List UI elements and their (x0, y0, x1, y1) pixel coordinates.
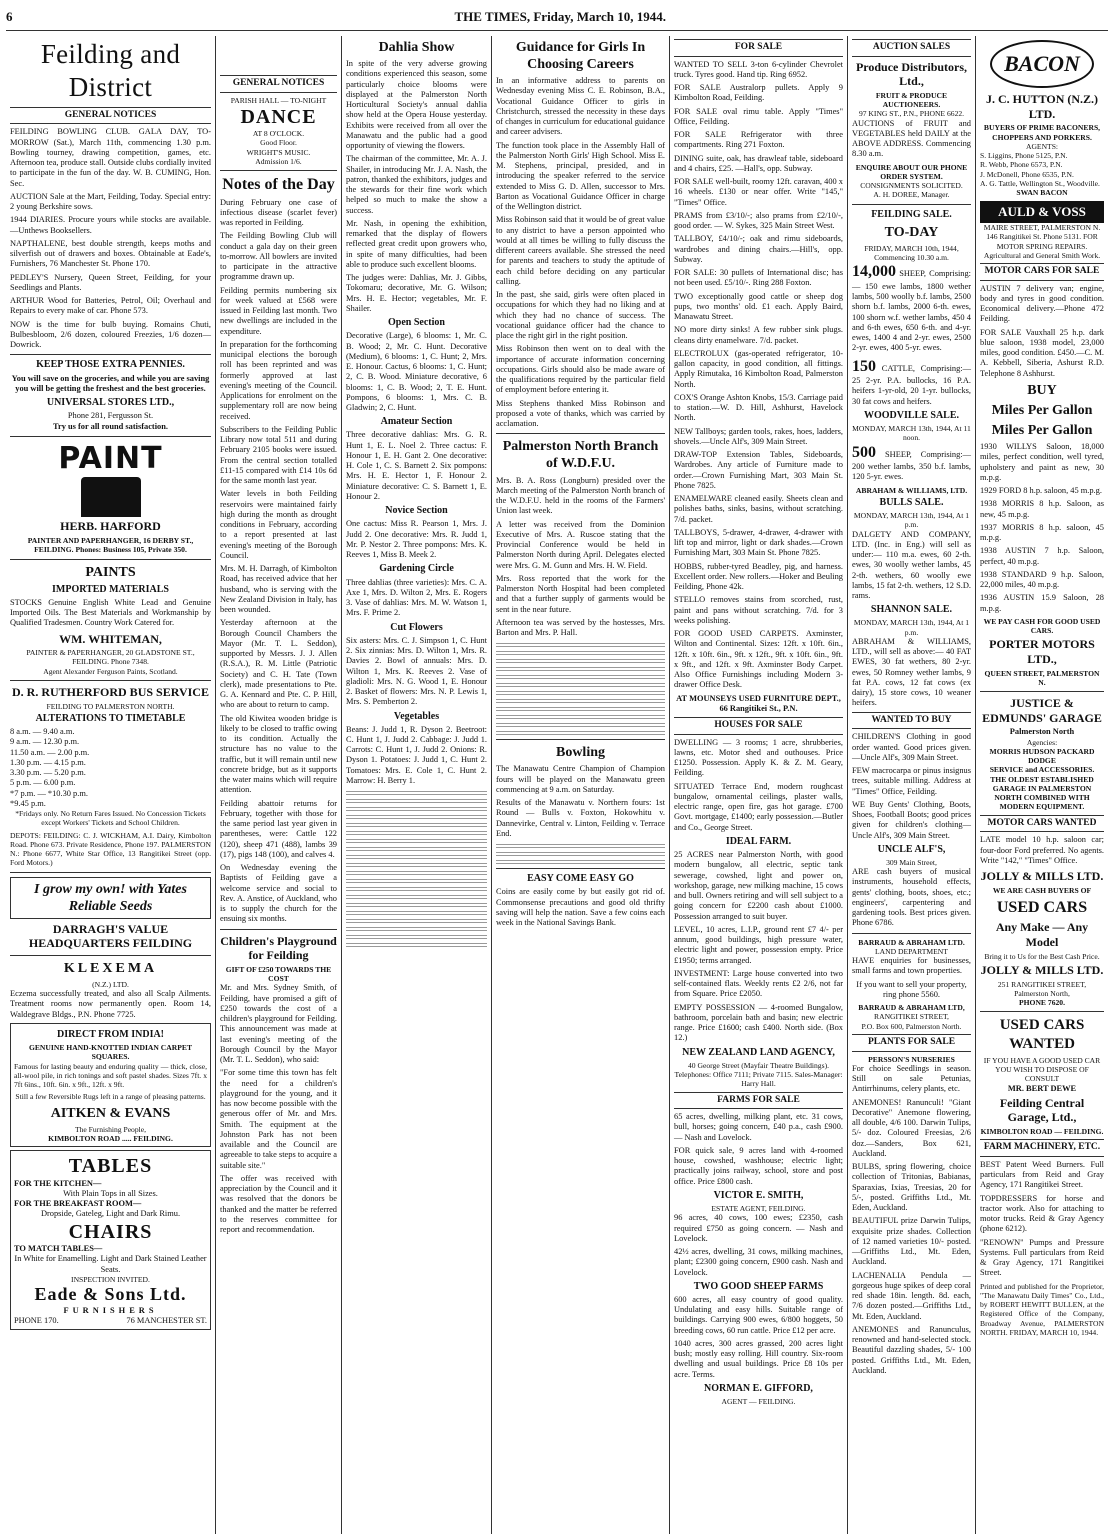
wdfu-para: A letter was received from the Dominion Executive of Mrs. A. Ruscoe stating that the Provincial Conference would be held in Palmerston North during April. Delegates elected were Mrs. G. M. Gunn and Mrs. H. W. Field. (496, 519, 665, 570)
klexema-sub: (N.Z.) LTD. (92, 979, 129, 989)
swan-bacon: SWAN BACON (1016, 188, 1068, 197)
children-para: Mr. and Mrs. Sydney Smith, of Feilding, have promised a gift of £250 towards the cost of a children's playground for Feilding. This announcement was made at last evening's meeting of the Borough Council by the Mayor (Mr. T. L. Seddon), who said: (220, 983, 337, 1065)
paints-heading: PAINTS (85, 564, 136, 580)
notes-para: Mrs. M. H. Darragh, of Kimbolton Road, has received advice that her husband, who is serving with the New Zealand Division in Italy, has been wounded. (220, 564, 337, 615)
chairs-detail: In White for Enamelling. Light and Dark Stained Leather Seats. (14, 1254, 207, 1274)
dahlia-para: The judges were: Dahlias, Mr. J. Gibbs, Tokomaru; decorative, Mr. G. Wilson; Mrs. H. E. Hector; vegetables, Mr. F. Shailer. (346, 273, 487, 313)
bring-it: Bring it to Us for the Best Cash Price. (984, 951, 1100, 961)
dance-admission: Admission 1/6. (255, 156, 302, 166)
notes-para: Yesterday afternoon at the Borough Council Chambers the Mayor (Mr. T. L. Seddon), supported by Messrs. J. J. Allen (R.S.A.), R. M. Little (Patriotic Society) and C. H. Tate (Town clerk), made presentations to Pte. G. A. Kennard and Pte. C. P. Hill, who are about to return to camp. (220, 618, 337, 710)
for-sale-item: HOBBS, rubber-tyred Beadley, pig, and harness. Excellent order. New rollers.—Hoker and Beuling Feilding, Phone 42k. (674, 561, 843, 592)
guidance-para: Miss Robinson said that it would be of great value to any district to have a person appointed who would at all times be willing to fully discuss the different careers available. She stressed the need for parents and teachers to study the aptitude of each child before deciding on any particular calling. (496, 215, 665, 286)
house-item: SITUATED Terrace End, modern roughcast bungalow, ornamental ceilings, plaster walls, electric range, open fire, gas hot garage. £700 Govt. mortgage, £1400; early possession.—Butler and Co., George Street. (674, 781, 843, 832)
timetable-row: 5 p.m. — 6.00 p.m. (10, 778, 76, 788)
open-section-text: Decorative (Large), 6 blooms: 1, Mr. C. B. Wood; 2, Mr. C. Hunt. Decorative (Medium), 6 blooms: 1, C. Hunt; 2, Mrs. E. Honour. Cactus, 6 blooms: 1, C. Hunt; 2, C. B. Wood. Miniature decorative, 6 blooms: 1, C. B. Wood; 2, T. E. Hunt. Pompons, 6 blooms: 1, Mrs. C. B. Gladwin; 2, C. Hunt. (346, 331, 487, 413)
consignments: CONSIGNMENTS SOLICITED. (860, 181, 963, 191)
universal-tagline: Try us for all round satisfaction. (53, 421, 168, 431)
for-sale-heading: FOR SALE (674, 39, 843, 57)
justice-edmunds: JUSTICE & EDMUNDS' GARAGE (982, 696, 1102, 725)
sheep-farm-item: 600 acres, all easy country of good quality. Undulating and easy hills. Suitable range of buildings. Carrying 900 ewes, 6/800 hoggets, 50 breeding cows, 60 run cattle. Price £12 per acre. (674, 1294, 843, 1335)
produce-distributors: Produce Distributors, Ltd., (855, 59, 968, 89)
auld-voss-details: MAIRE STREET, PALMERSTON N. 146 Rangitikei St. Phone 5131. FOR MOTOR SPRING REPAIRS. Agricultural and General Smith Work. (983, 223, 1101, 260)
we-pay-cash: WE PAY CASH FOR GOOD USED CARS. (983, 616, 1101, 636)
for-sale-item: FOR SALE Australorp pullets. Apply 9 Kimbolton Road, Feilding. (674, 83, 843, 103)
investment-text: INVESTMENT: Large house converted into two self-contained flats. Weekly rents £2 2/6, not far from Square. Price £2050. (674, 968, 843, 999)
plants-item: BEAUTIFUL prize Darwin Tulips, exquisite prize shades. Collection of 12 named varieties 10/- posted.—Griffiths Ltd., Mt. Eden, Auckland. (852, 1216, 971, 1267)
jolly-mills-2: JOLLY & MILLS LTD. (980, 962, 1104, 977)
barraud-text: HAVE enquiries for businesses, small farms and town properties. (852, 956, 971, 976)
agent-item: R. Webb, Phone 6573, P.N. (980, 160, 1063, 170)
chairs-heading: CHAIRS (68, 1220, 153, 1243)
bulls-date: MONDAY, MARCH 13th, 1944, At 1 p.m. (853, 511, 970, 530)
yates-seeds-ad: I grow my own! with Yates Reliable Seeds (10, 877, 211, 919)
farm-item: 96 acres, 40 cows, 100 ewes; £2350, cash required £750 as going concern. — Nash and Lovelock. (674, 1213, 843, 1243)
guidance-para: In an informative address to parents on Wednesday evening Miss C. E. Robinson, B.A., Vocational Guidance Officer to girls in Christchurch, stressed the necessity in these days of changes in curriculum for educational guidance and career advisers. (496, 76, 665, 137)
ideal-farm-text: 25 ACRES near Palmerston North, with good modern bungalow, all electric, septic tank sewerage, cowshed, light and power on, workshop, garage, new milking machine, 15 cows and bull. Owners retiring and will sell subject to a going concern for £2200 cash about £1000. Possession arranged to suit buyer. (674, 850, 843, 921)
shannon-date: MONDAY, MARCH 13th, 1944, At 1 p.m. (853, 618, 970, 637)
column-4 (492, 36, 670, 1534)
porter-address: QUEEN STREET, PALMERSTON N. (984, 668, 1100, 687)
produce-sub: FRUIT & PRODUCE AUCTIONEERS. (875, 90, 948, 110)
any-make: Any Make — Any Model (995, 920, 1089, 950)
for-sale-item: FOR SALE Refrigerator with three compartments. Ring 271 Foxton. (674, 130, 843, 150)
for-sale-item: STELLO removes stains from scorched, rust, paint and pans without scratching. 7/d. for 3 weeks polishing. (674, 595, 843, 625)
eade-address: 76 MANCHESTER ST. (126, 1316, 207, 1326)
farm-item: FOR quick sale, 9 acres land with 4-roomed house, cowshed, washhouse; electric light; practically joins railway, school, store and post office. Price £800 cash. (674, 1145, 843, 1186)
plants-item: ANEMONES! Ranunculi! "Giant Decorative" Anemone flowering, all double, 4/6 100. Darwin Tulips, 5/- doz. Coloured Freesias, 2/6 doz.—Sanders, Box 621, Auckland. (852, 1097, 971, 1158)
darragh-heading: DARRAGH'S VALUE HEADQUARTERS FEILDING (28, 921, 193, 951)
cut-flowers-text: Six asters: Mrs. C. J. Simpson 1, C. Hunt 2. Six zinnias: Mrs. D. Wilton 1, Mrs. R. Davies 2. Bowl of annuals: Mrs. D. Wilton 1, Mrs. K. Reeves 2. Vase of gladioli: Mrs. N. G. Wood 1, E. Honour 2. Basket of flowers: Mrs. N. P. Lewis 1, Mrs. S. Pemberton 2. (346, 635, 487, 707)
auction-sales-heading: AUCTION SALES (852, 39, 971, 57)
vegetables-heading: Vegetables (393, 710, 440, 722)
buy-heading: BUY (1027, 382, 1057, 398)
column-6 (848, 36, 976, 1534)
motor-item: AUSTIN 7 delivery van; engine, body and tyres in good condition. Economical delivery.—Phone 472 Feilding. (980, 283, 1104, 324)
aitken-evans: AITKEN & EVANS (50, 1105, 171, 1121)
notes-para: Subscribers to the Feilding Public Library now total 511 and during February 2105 books were issued. From the central section totalled £11-15 compared with £14 10s 6d for the same month last year. (220, 424, 337, 486)
bacon-pig-logo: BACON (990, 40, 1094, 88)
eade-contact (14, 1316, 207, 1326)
gardening-circle-heading: Gardening Circle (379, 563, 454, 575)
dance-time: AT 8 O'CLOCK. (252, 129, 305, 139)
agents-label: AGENTS: (1025, 141, 1059, 151)
timetable-row: 3.30 p.m. — 5.20 p.m. (10, 768, 86, 777)
for-sale-item: TWO exceptionally good cattle or sheep dog pups, two months' old. £1 each. Apply Baird, Manawatu Street. (674, 291, 843, 322)
vegetables-text: Beans: J. Judd 1, R. Dyson 2. Beetroot: C. Hunt 1, J. Judd 2. Cabbage: J. Judd 1. Carrots: C. Hunt 1, J. Judd 2. Onions: R. Dyson 1. Potatoes: J. Judd 1, C. Hunt 2. Tomatoes: Mrs. E. Cole 1, C. Hunt 2. Marrow: H. Berry 1. (346, 724, 487, 785)
agent-item: J. McDonell, Phone 6535, P.N. (980, 169, 1074, 179)
notes-para: On Wednesday evening the Baptists of Feilding gave a welcome service and social to Rev. A. Anstice, of Auckland, who is to supply the church for the ensuing six months. (220, 863, 337, 924)
for-sale-item: ENAMELWARE cleaned easily. Sheets clean and polishes baths, sinks, basins, without scratching. 7/d. packet. (674, 494, 843, 524)
today-heading: TO-DAY (884, 224, 939, 240)
novice-section-text: One cactus: Miss R. Pearson 1, Mrs. J. Judd 2. One decorative: Mrs. R. Judd 1, Mr. P. Nestor 2. Three pompons: Mrs. K. Reeves 1, Miss B. Meek 2. (346, 519, 487, 560)
feilding-sale-heading: FEILDING SALE. (871, 208, 952, 220)
printer-imprint: Printed and published for the Proprietor, "The Manawatu Daily Times" Co., Ltd., by ROBERT HEWITT BULLEN, at the Registered Office of the Company, Broadway Avenue, PALMERSTON NORTH. FRIDAY, MARCH 10, 1944. (980, 1281, 1104, 1337)
notes-para: The Feilding Bowling Club will conduct a gala day on their green to-morrow. All bowlers are invited to participate in the attractive programme drawn up. (220, 231, 337, 282)
barraud-address: RANGITIKEI STREET, (874, 1012, 949, 1022)
agencies-list: MORRIS HUDSON PACKARD DODGE (989, 746, 1095, 766)
for-sale-item: COX'S Orange Ashton Knobs, 15/3. Carriage paid to station.—W. D. Hill, Ashhurst, Havelock North. (674, 392, 843, 423)
cattle-text: CATTLE, Comprising:— 25 2-yr. P.A. bullocks, 16 P.A. heifers 1-yr-old, 20 1-yr. bullocks, 30 fat cows and heifers. (852, 363, 972, 406)
guidance-para: In the past, she said, girls were often placed in occupations for which they had no liking and at which they had no chance of success. The vocational guidance officer had the chance to place the right girl in the right position. (496, 290, 665, 341)
for-sale-item: FOR SALE oval rimu table. Apply "Times" Office, Feilding. (674, 106, 843, 126)
car-item: 1929 FORD 8 h.p. saloon, 45 m.p.g. (980, 486, 1102, 496)
india-text: Famous for lasting beauty and enduring quality — thick, close, all-wool pile, in rich tonings and soft pastel shades. Sizes 7ft. x 7ft 6ins., 10ft. 6in. x 9ft., 12ft. x 9ft. (14, 1061, 207, 1090)
bert-dewe: MR. BERT DEWE (1007, 1083, 1077, 1093)
columns (6, 36, 1108, 1534)
dahlia-show-heading: Dahlia Show (378, 40, 455, 55)
used-cars: USED CARS (996, 898, 1088, 916)
car-item: 1937 MORRIS 8 h.p. saloon, 45 m.p.g. (980, 522, 1104, 543)
jolly-phone: PHONE 7620. (1019, 998, 1065, 1008)
tables-ad (10, 1150, 211, 1330)
children-para: "For some time this town has felt the need for a children's playground for the young, and it has now become possible with the generous offer of Mr. and Mrs. Smith. The equipment at the Johnston Park has not been available and the Council are agreeable to take steps to acquire a suitable site." (220, 1068, 337, 1170)
produce-enquire: ENQUIRE ABOUT OUR PHONE ORDER SYSTEM. (855, 162, 968, 181)
sheep-farm-item: 1040 acres, 300 acres grassed, 200 acres light bush; mostly easy rolling. Hill country. Six-room dwelling and usual buildings. Price £8 10s per acre. Terms. (674, 1338, 843, 1379)
farm-item: 65 acres, dwelling, milking plant, etc. 31 cows, bull, horses; going concern, £40 p.a., cash £900. — Nash and Lovelock. (674, 1112, 843, 1142)
central-address: KIMBOLTON ROAD — FEILDING. (980, 1127, 1104, 1137)
universal-address: Phone 281, Fergusson St. (67, 411, 154, 421)
wanted-item: CHILDREN'S Clothing in good order wanted. Good prices given.—Uncle Alf's, 309 Main Street. (852, 732, 971, 762)
woodville-text: SHEEP, Comprising:— 200 wether lambs, 350 b.f. lambs, 120 5-yr. ewes. (852, 449, 972, 482)
woodville-heading: WOODVILLE SALE. (863, 409, 960, 421)
motor-wanted-text: LATE model 10 h.p. saloon car; four-door Ford preferred. No agents. Write "142," "Times" Office. (980, 835, 1104, 865)
produce-address: 97 KING ST., P.N., PHONE 6622. (858, 109, 965, 119)
dahlia-para: The chairman of the committee, Mr. A. J. Shailer, in introducing Mr. J. A. Nash, the patron, thanked the exhibitors, judges and the stewards for their fine work which helped so much to make the show a success. (346, 154, 487, 215)
barraud-abraham: BARRAUD & ABRAHAM LTD. (858, 937, 965, 947)
notes-para: Feilding abattoir returns for February, together with those for the same period last year given in parentheses, were: Cattle 122 (120), sheep 471 (488), lambs 39 (17), pigs 148 (100), and calves 4. (220, 798, 337, 859)
whiteman-agent: Agent Alexander Ferguson Paints, Scotland. (43, 666, 178, 676)
jolly-mills: JOLLY & MILLS LTD. (980, 869, 1104, 883)
timetable-row: 9 a.m. — 12.30 p.m. (10, 737, 80, 747)
norman-gifford-sub: AGENT — FEILDING. (721, 1397, 796, 1407)
agent-item: A. G. Tattle, Wellington St., Woodville. (980, 178, 1100, 188)
guidance-heading: Guidance for Girls In Choosing Careers (515, 40, 646, 73)
justice-city: Palmerston North (1009, 727, 1075, 737)
pennies-text: You will save on the groceries, and while you are saving you will be getting the freshest and the best groceries. (11, 373, 210, 393)
motor-item: FOR SALE Vauxhall 25 h.p. dark blue saloon, 1938 model, 23,000 miles, good condition. £450.—C. M. A. Kebbell, Siberia, Ashurst R.D. Telephone 8 Ashhurst. (980, 327, 1104, 378)
gardening-circle-text: Three dahlias (three varieties): Mrs. C. A. Axe 1, Mrs. D. Wilton 2, Mrs. E. Rogers 3. Vase of dahlias: Mrs. M. W. Watson 1, Mrs. F. Prime 2. (346, 577, 487, 618)
hutton-heading: J. C. HUTTON (N.Z.) LTD. (985, 92, 1099, 121)
paint-logo: PAINT (58, 440, 163, 476)
farm-machinery-item: BEST Patent Weed Burners. Full particulars from Reid and Gray Agency, 171 Rangitikei Street. (980, 1159, 1104, 1190)
paints-text: STOCKS Genuine English White Lead and Genuine Imported Oils. The Best Materials and Workmanship by Qualified Tradesmen. Country Work Catered for. (10, 597, 211, 628)
uncle-alfs-address: 309 Main Street, (886, 857, 937, 867)
notes-para: During February one case of infectious disease (scarlet fever) was reported in Feilding. (220, 197, 337, 228)
easy-come-text: Coins are easily come by but easily got rid of. Commonsense precautions and good old thrifty saving will help the nation. Save a few coins each week in the National Savings Bank. (496, 887, 665, 928)
uncle-alfs: UNCLE ALF'S, (877, 843, 946, 855)
for-sale-item: FOR SALE: 30 pullets of International disc; has not been used. £5/10/-. Ring 288 Foxton. (674, 268, 843, 288)
tables-breakfast-detail: Dropside, Gateleg, Light and Dark Rimu. (40, 1209, 181, 1219)
aitken-address: KIMBOLTON ROAD ..... FEILDING. (48, 1134, 173, 1143)
wdfu-para: Mrs. B. A. Ross (Longburn) presided over the March meeting of the Palmerston North branch of the W.D.F.U. held in the rooms of the Farmers' Union last week. (496, 475, 665, 516)
whiteman-name: WM. WHITEMAN, (59, 631, 162, 646)
amateur-section-heading: Amateur Section (380, 416, 453, 428)
bulls-heading: BULLS SALE. (879, 496, 944, 508)
india-tag: Still a few Reversible Rugs left in a range of pleasing patterns. (15, 1092, 206, 1102)
victor-smith-sub: ESTATE AGENT, FEILDING. (711, 1204, 806, 1214)
jolly-cash-buyers: WE ARE CASH BUYERS OF (992, 885, 1092, 895)
today-date: FRIDAY, MARCH 10th, 1944, Commencing 10.30 a.m. (864, 243, 959, 263)
notes-para: The old Kiwitea wooden bridge is likely to be closed to traffic owing to its condition. Actually the structure has no value to the traffic, but it will remain until new concrete bridge, but as it supports the water mains which will require attention. (220, 713, 337, 795)
wanted-to-buy-heading: WANTED TO BUY (852, 712, 971, 730)
motor-cars-for-sale-heading: MOTOR CARS FOR SALE (980, 263, 1104, 281)
wdfu-para: Afternoon tea was served by the hostesses, Mrs. Barton and Mrs. P. Hall. (496, 617, 665, 638)
motor-cars-wanted-heading: MOTOR CARS WANTED (980, 815, 1104, 833)
norman-gifford: NORMAN E. GIFFORD, (704, 1382, 813, 1394)
notice-bulbs: NOW is the time for bulb buying. Romains Chuti, Bulbesbloom, 2/6 dozen, coloured Freezies, 1/6 dozen—Dowrick. (10, 319, 211, 350)
inspection-invited: INSPECTION INVITED. (71, 1274, 150, 1284)
car-item: 1938 MORRIS 8 h.p. Saloon, as new, 45 m.p.g. (980, 499, 1104, 519)
car-item: 1938 AUSTIN 7 h.p. Saloon, perfect, 40 m.p.g. (980, 546, 1104, 566)
for-sale-item: WANTED TO SELL 3-ton 6-cylinder Chevrolet truck. Tyres good. Hand tip. Ring 6952. (674, 59, 843, 79)
abraham-williams: ABRAHAM & WILLIAMS, LTD. (855, 485, 968, 495)
eade-furnishers: FURNISHERS (63, 1305, 158, 1315)
tables-kitchen: FOR THE KITCHEN— (14, 1178, 102, 1188)
dahlia-para: Mr. Nash, in opening the exhibition, remarked that the display of flowers reflected great credit upon growers who, in spite of many difficulties, had been able to produce such excellent blooms. (346, 218, 487, 269)
wanted-item: WE Buy Gents' Clothing, Boots, Shoes, Football Boots; good prices given for children's clothing—Uncle Alf's, 309 Main Street. (852, 799, 971, 840)
level-text: LEVEL, 10 acres, L.I.P., ground rent £7 4/- per annum, good buildings, high pressure water, electric light and power, possession empty. Price £1950; terms arranged. (674, 924, 843, 965)
whiteman-details: PAINTER & PAPERHANGER, 20 GLADSTONE ST., FEILDING. Phone 7348. (26, 648, 195, 667)
miles-per-gallon-2: Miles Per Gallon (991, 423, 1093, 439)
pennies-heading: KEEP THOSE EXTRA PENNIES. (36, 359, 185, 371)
novice-section-heading: Novice Section (385, 505, 448, 517)
cattle-total: 150 (852, 357, 876, 375)
woodville-date: MONDAY, MARCH 13th, 1944, At 11 noon. (852, 424, 971, 443)
column-7 (976, 36, 1108, 1534)
for-sale-item: TALLBOYS, 5-drawer, 4-drawer, 4-drawer with lift top and mirror, light or dark shades.—Crown Furnishing Mart, 303 Main St. Phone 7825. (674, 527, 843, 558)
timetable-row: *9.45 p.m. (10, 798, 46, 808)
cut-flowers-heading: Cut Flowers (390, 621, 443, 633)
easy-come-heading: EASY COME EASY GO (527, 873, 634, 885)
wdfu-heading: Palmerston North Branch of W.D.F.U. (502, 439, 659, 472)
open-section-heading: Open Section (388, 317, 445, 329)
klexema-heading: KLEXEMA (63, 960, 158, 976)
tables-breakfast: FOR THE BREAKFAST ROOM— (14, 1199, 142, 1209)
masthead (6, 4, 1108, 31)
shannon-heading: SHANNON SALE. (870, 604, 953, 616)
barraud-abraham-2: BARRAUD & ABRAHAM LTD, (858, 1003, 965, 1013)
column-5 (670, 36, 848, 1534)
general-notices-heading-2: GENERAL NOTICES (220, 75, 337, 93)
parish-hall: PARISH HALL — TO-NIGHT (230, 95, 327, 105)
ideal-farm-heading: IDEAL FARM. (725, 835, 792, 847)
eade-sons: Eade & Sons Ltd. (34, 1284, 187, 1305)
service-accessories: SERVICE and ACCESSORIES. (989, 765, 1095, 775)
for-sale-item: FOR SALE well-built, roomy 12ft. caravan, 400 x 16 wheels. £130 or near offer. Write "145," "Times" Office. (674, 177, 843, 207)
agent-item: S. Liggins, Phone 5125, P.N. (980, 151, 1068, 160)
klexema-text: Eczema successfully treated, and also all Scalp Ailments. Treatment rooms now permanently open. Room 14, Waldegrave Bldgs., P.N. Phone 7725. (10, 989, 211, 1019)
doree-manager: A. H. DOREE, Manager. (873, 190, 950, 200)
timetable-note: *Fridays only. No Return Fares Issued. No Concession Tickets except Workers' Tickets and School Children. (15, 809, 206, 828)
timetable-row: 8 a.m. — 9.40 a.m. (10, 727, 75, 736)
for-sale-item: DINING suite, oak, has drawleaf table, sideboard and 4 chairs, £25. —Hall's, opp. Subway. (674, 153, 843, 173)
notice-auction: AUCTION Sale at the Mart, Feilding, Today. Special entry: 2 young Berkshire sows. (10, 191, 211, 212)
plants-item: BULBS, spring flowering, choice collection of Tritonias, Babianas, Sparaxias, Ixias, Treesias, 20 for 5/-, posted. Griffiths Ltd., Mt. Eden, Auckland. (852, 1162, 971, 1213)
houses-heading: HOUSES FOR SALE (674, 717, 843, 735)
empty-possession-text: EMPTY POSSESSION — 4-roomed Bungalow, bathroom, porcelain bath and basin; new electric range. Price £1600; cash £400. North side. (Box 12.) (674, 1002, 843, 1043)
for-sale-item: FOR GOOD USED CARPETS. Axminster, Wilton and Continental. Sizes: 12ft. x 10ft. 6in., 12ft. x 10ft. 6in., 9ft. x 12ft., 9ft. x 10ft. 6in., 9ft. x 9ft., and 12ft. x 9ft. Axminster Body Carpet. Also Office Furnishings including Modern 3-drawer Office Desk. (674, 629, 843, 690)
chairs-match: TO MATCH TABLES— (14, 1244, 103, 1254)
persson-nurseries: PERSSON'S NURSERIES (868, 1054, 955, 1064)
plants-heading: PLANTS FOR SALE (852, 1034, 971, 1052)
for-sale-item: NEW Tallboys; garden tools, rakes, hoes, ladders, shovels.—Uncle Alf's, 309 Main Street. (674, 426, 843, 446)
for-sale-item: DRAW-TOP Extension Tables, Sideboards, Wardrobes. Any article of Furniture made to order.—Crown Furnishing Mart, 303 Main St. Phone 7825. (674, 450, 843, 490)
paper-dateline: THE TIMES, Friday, March 10, 1944. (454, 9, 666, 24)
agencies-label: Agencies: (1026, 737, 1058, 747)
farm-machinery-item: "RENOWN" Pumps and Pressure Systems. Full particulars from Reid & Gray Agency, 171 Rangitikei Street. (980, 1237, 1104, 1278)
nz-land-address: 40 George Street (Mayfair Theatre Buildings). (687, 1060, 829, 1070)
bowling-para: Results of the Manawatu v. Northern fours: 1st Round — Bulls v. Foxton, Hokowhitu v. Dannevirke, Central v. Linton, Feilding v. Terrace End. (496, 798, 665, 838)
timetable (10, 727, 211, 809)
rutherford-alteration: ALTERATIONS TO TIMETABLE (35, 712, 186, 724)
rutherford-heading: D. R. RUTHERFORD BUS SERVICE (12, 684, 209, 699)
house-item: DWELLING — 3 rooms; 1 acre, shrubberies, lawns, etc. Motor shed and outhouses. Price £1250. Possession. Apply K. & Z. M. Geary, Feilding. (674, 737, 843, 778)
shannon-text: ABRAHAM & WILLIAMS, LTD., will sell as above:— 40 FAT EWES, 30 fat wethers, 80 2-yr. ewes, 50 Romney wether lambs, 9 fat P.A. cows, 12 fat cows (ex dairy), 15 store cows, 10 weaner heifers. (852, 636, 971, 708)
sheep-text: SHEEP, Comprising:— 150 ewe lambs, 1800 wether lambs, 500 woolly b.f. lambs, 2500 shorn b.f. lambs, 2000 6-th. ewes, 100 shorn w.f. wether lambs, 450 4 and 6-th ewes, 650 6-th. and 4-yr. ewes, 1400 4 and 2-yr. ewes, 2500 2-yr. ewes, 400 5-yr. ewes. (852, 269, 972, 353)
feilding-district-title: Feilding and District (40, 39, 181, 102)
bulls-text: DALGETY AND COMPANY, LTD. (Inc. in Eng.) will sell as under:— 110 m.a. ewes, 60 2-th. ewes, 30 woolly wether lambs, 45 2-th. wethers, 60 woolly ewe lambs, 15 fat 2-th. wethers, 12 S.D. rams. (852, 529, 971, 601)
plants-text: For choice Seedlings in season. Still on sale Petunias, Antirrhinums, celery plants, etc. (852, 1063, 971, 1094)
guidance-para: The function took place in the Assembly Hall of the Palmerston North Girls' High School. Miss E. M. Stephens, principal, presided, and in introducing the speaker referred to the service extended to Miss G. D. Allen, successor to Mrs. Barton as Vocational Guidance Officer in charge of the Wellington district. (496, 140, 665, 212)
harford-details: PAINTER AND PAPERHANGER, 16 DERBY ST., FEILDING. Phones: Business 105, Private 350. (27, 536, 194, 555)
bowling-para: The Manawatu Centre Champion of Champion fours will be played on the Manawatu green commencing at 9 a.m. on Saturday. (496, 764, 665, 794)
barraud-box: P.O. Box 600, Palmerston North. (861, 1021, 962, 1031)
car-item: 1930 WILLYS Saloon, 18,000 miles, perfect condition, well tyred, upholstery and paint as new, 30 m.p.g. (980, 442, 1104, 482)
farms-heading: FARMS FOR SALE (674, 1092, 843, 1110)
india-carpet-ad (10, 1023, 211, 1147)
porter-motors: PORTER MOTORS LTD., (989, 637, 1095, 667)
for-sale-item: AT MOUNSEYS USED FURNITURE DEPT., 66 Rangitikei St., P.N. (676, 693, 841, 713)
column-2 (216, 36, 342, 1534)
nz-land-agency: NEW ZEALAND LAND AGENCY, (682, 1046, 835, 1058)
produce-text: AUCTIONS of FRUIT and VEGETABLES held DAILY at the ABOVE ADDRESS. Commencing 8.30 a.m. (852, 118, 971, 159)
oldest-garage: THE OLDEST ESTABLISHED GARAGE IN PALMERSTON NORTH COMBINED WITH MODERN EQUIPMENT. (990, 774, 1094, 812)
two-good-sheep-farms: TWO GOOD SHEEP FARMS (693, 1280, 824, 1292)
children-playground-heading: Children's Playground for Feilding (220, 933, 337, 963)
amateur-section-text: Three decorative dahlias: Mrs. G. R. Hunt 1, E. L. Noel 2. Three cactus: F. Honour 1, E. H. Gant 2. One decorative: H. Cole 1, C. S. Barnett 2. Six pompons: Mrs. H. E. Hector 1, F. Honour 2. Miniature decorative: C. S. Barnett 1, E. Honour 2. (346, 430, 487, 501)
timetable-row: *7 p.m. — *10.30 p.m. (10, 788, 88, 798)
plants-item: ANEMONES and Ranunculus, renowned and hand-selected stock. Beautiful dazzling shades, 5/- 100 posted. Griffiths Ltd., Mt. Eden, Auckland. (852, 1324, 971, 1375)
notice-pedley: PEDLEY'S Nursery, Queen Street, Feilding, for your Seedlings and Plants. (10, 272, 211, 292)
sheep-total: 14,000 (852, 263, 896, 281)
miles-per-gallon-1: Miles Per Gallon (991, 403, 1093, 419)
if-you-have: IF YOU HAVE A GOOD USED CAR YOU WISH TO DISPOSE OF CONSULT (983, 1055, 1101, 1084)
uncle-alfs-text: ARE cash buyers of musical instruments, household effects, gents' clothing, boots, shoes, etc.; engineers', carpentering and gardening tools. Best prices given. Phone 6786. (852, 867, 971, 928)
for-sale-item: TALLBOY, £4/10/-; oak and rimu sideboards, wardrobes and dining chairs.—Hill's, opp. Subway. (674, 234, 843, 264)
dance-heading: DANCE (240, 105, 317, 128)
paint-can-icon (81, 477, 141, 517)
car-item: 1936 AUSTIN 15.9 Saloon, 28 m.p.g. (980, 593, 1104, 613)
eade-phone: PHONE 170. (14, 1316, 59, 1326)
wanted-item: FEW macrocarpa or pinus insignus trees, suitable milling. Address at "Times" Office, Feilding. (852, 766, 971, 796)
universal-stores: UNIVERSAL STORES LTD., (46, 397, 175, 409)
general-notices-heading: GENERAL NOTICES (10, 107, 211, 125)
barraud-sell: If you want to sell your property, ring phone 5560. (856, 979, 967, 999)
notes-para: In preparation for the forthcoming municipal elections the borough roll has been reprinted and was formerly approved at last evening's meeting of the Council. Applications for enrolment on the supplementary roll are now being received. (220, 339, 337, 421)
barraud-dept: LAND DEPARTMENT (875, 946, 948, 956)
rutherford-route: FEILDING TO PALMERSTON NORTH. (46, 701, 175, 711)
harford-name: HERB. HARFORD (60, 519, 161, 534)
victor-smith: VICTOR E. SMITH, (713, 1189, 804, 1201)
dance-music: WRIGHT'S MUSIC. (246, 147, 311, 157)
notice-arthur-wood: ARTHUR Wood for Batteries, Petrol, Oil; Overhaul and Repairs to every make of car. Phone 573. (10, 296, 211, 316)
aitken-sub: The Furnishing People, (74, 1124, 147, 1134)
children-playground-sub: GIFT OF £250 TOWARDS THE COST (225, 964, 332, 984)
farm-machinery-heading: FARM MACHINERY, ETC. (980, 1139, 1104, 1157)
for-sale-item: NO more dirty sinks! A few rubber sink plugs. cleans dirty enamelware. 7/d. packet. (674, 325, 843, 345)
farm-machinery-item: TOPDRESSERS for horse and tractor work. Also for attaching to motor trucks. Reid & Gray Agency (phone 6212). (980, 1193, 1104, 1234)
timetable-row: 1.30 p.m. — 4.15 p.m. (10, 757, 86, 767)
notice-bowling: FEILDING BOWLING CLUB. GALA DAY, TO-MORROW (Sat.), March 11th, commencing 1.30 p.m. Bowling tourney, drawing competition, games, etc. Afternoon tea, produce stall. Outside clubs cordially invited to participate in the fun of the day. W. B. CUMING, Hon. Sec. (10, 127, 211, 188)
notice-napthalene: NAPTHALENE, best double strength, keeps moths and silverfish out of drawers and boxes. Obtainable at Eade's, Furnishers, 76 Manchester St. Phone 170. (10, 238, 211, 269)
column-1 (6, 36, 216, 1534)
for-sale-item: PRAMS from £3/10/-; also prams from £2/10/-, good order. — W. Sykes, 325 Main Street West. (674, 210, 843, 231)
used-cars-wanted: USED CARS WANTED (999, 1017, 1085, 1052)
page-number: 6 (6, 9, 13, 24)
dance-floor: Good Floor. (260, 138, 297, 148)
paints-subheading: IMPORTED MATERIALS (52, 583, 169, 595)
woodville-sheep: 500 (852, 443, 876, 461)
jolly-address: 251 RANGITIKEI STREET, Palmerston North, (997, 979, 1087, 998)
hutton-text: BUYERS OF PRIME BACONERS, CHOPPERS AND PORKERS. (983, 123, 1101, 142)
bowling-heading: Bowling (555, 745, 605, 761)
notice-diaries: 1944 DIARIES. Procure yours while stocks are available.—Unthews Booksellers. (10, 215, 211, 235)
feilding-central-garage: Feilding Central Garage, Ltd., (999, 1095, 1085, 1125)
dahlia-para: In spite of the very adverse growing conditions experienced this season, some particularly choice blooms were displayed at the Palmerston North Horticultural Society's annual dahlia show held at the Opera House yesterday. Exhibits were received from all over the Manawatu and the public had a good opportunity of viewing the flowers. (346, 59, 487, 151)
notes-para: Feilding permits numbering six for week valued at £568 were issued in Feilding last month. Two new dwellings are included in the expenditure. (220, 285, 337, 336)
plants-item: LACHENALIA Pendula — gorgeous huge spikes of deep coral red shade 18in. length. 8d. each, 7/6 dozen posted.—Griffiths Ltd., Mt. Eden, Auckland. (852, 1270, 971, 1321)
guidance-para: Miss Robinson then went on to deal with the importance of accurate information concerning occupations. Girls should also be made aware of the qualifications required by the particular field of employment before entering it. (496, 344, 665, 395)
children-para: The offer was received with appreciation by the Council and it was resolved that the donors be thanked and the matter be referred to the reserves committee for report and recommendation. (220, 1173, 337, 1235)
wdfu-para: Mrs. Ross reported that the work for the Palmerston North Hospital had been completed and that a further supply of garments would be sent in the near future. (496, 573, 665, 614)
notes-para: Water levels in both Feilding reservoirs were maintained fairly high during the month as drought conditions in February, according to a report presented at last evening's meeting of the Borough Council. (220, 489, 337, 560)
car-item: 1938 STANDARD 9 h.p. Saloon, 22,000 miles, 40 m.p.g. (980, 569, 1104, 590)
india-heading: DIRECT FROM INDIA! (56, 1028, 165, 1040)
for-sale-item: ELECTROLUX (gas-operated refrigerator, 10-gallon capacity, in good condition, all fittings. Apply Rimutaka, 16 Kimbolton Road, Palmerston North. (674, 348, 843, 389)
guidance-para: Miss Stephens thanked Miss Robinson and proposed a vote of thanks, which was carried by acclamation. (496, 398, 665, 429)
tables-heading: TABLES (68, 1155, 153, 1178)
nz-land-telephone: Telephones: Office 7111; Private 7115. Sales-Manager: Harry Hall. (674, 1070, 843, 1089)
column-3 (342, 36, 492, 1534)
farm-item: 42½ acres, dwelling, 31 cows, milking machines, plant; £2300 going concern, £900 cash. Nash and Lovelock. (674, 1247, 843, 1277)
depots: DEPOTS: FEILDING: C. J. WICKHAM, A.I. Dairy, Kimbolton Road. Phone 673. Private Residence, Phone 197. PALMERSTON N.: Phone 6677, White Star Office, 13 Rangitikei Street (opp. Ford Motors.) (10, 830, 211, 868)
india-sub: GENUINE HAND-KNOTTED INDIAN CARPET SQUARES. (28, 1043, 193, 1062)
timetable-row: 11.50 a.m. — 2.00 p.m. (10, 747, 90, 757)
notes-of-the-day-heading: Notes of the Day (222, 176, 335, 194)
tables-kitchen-detail: With Plain Tops in all Sizes. (63, 1188, 158, 1198)
auld-voss-banner: AULD & VOSS (980, 201, 1104, 223)
